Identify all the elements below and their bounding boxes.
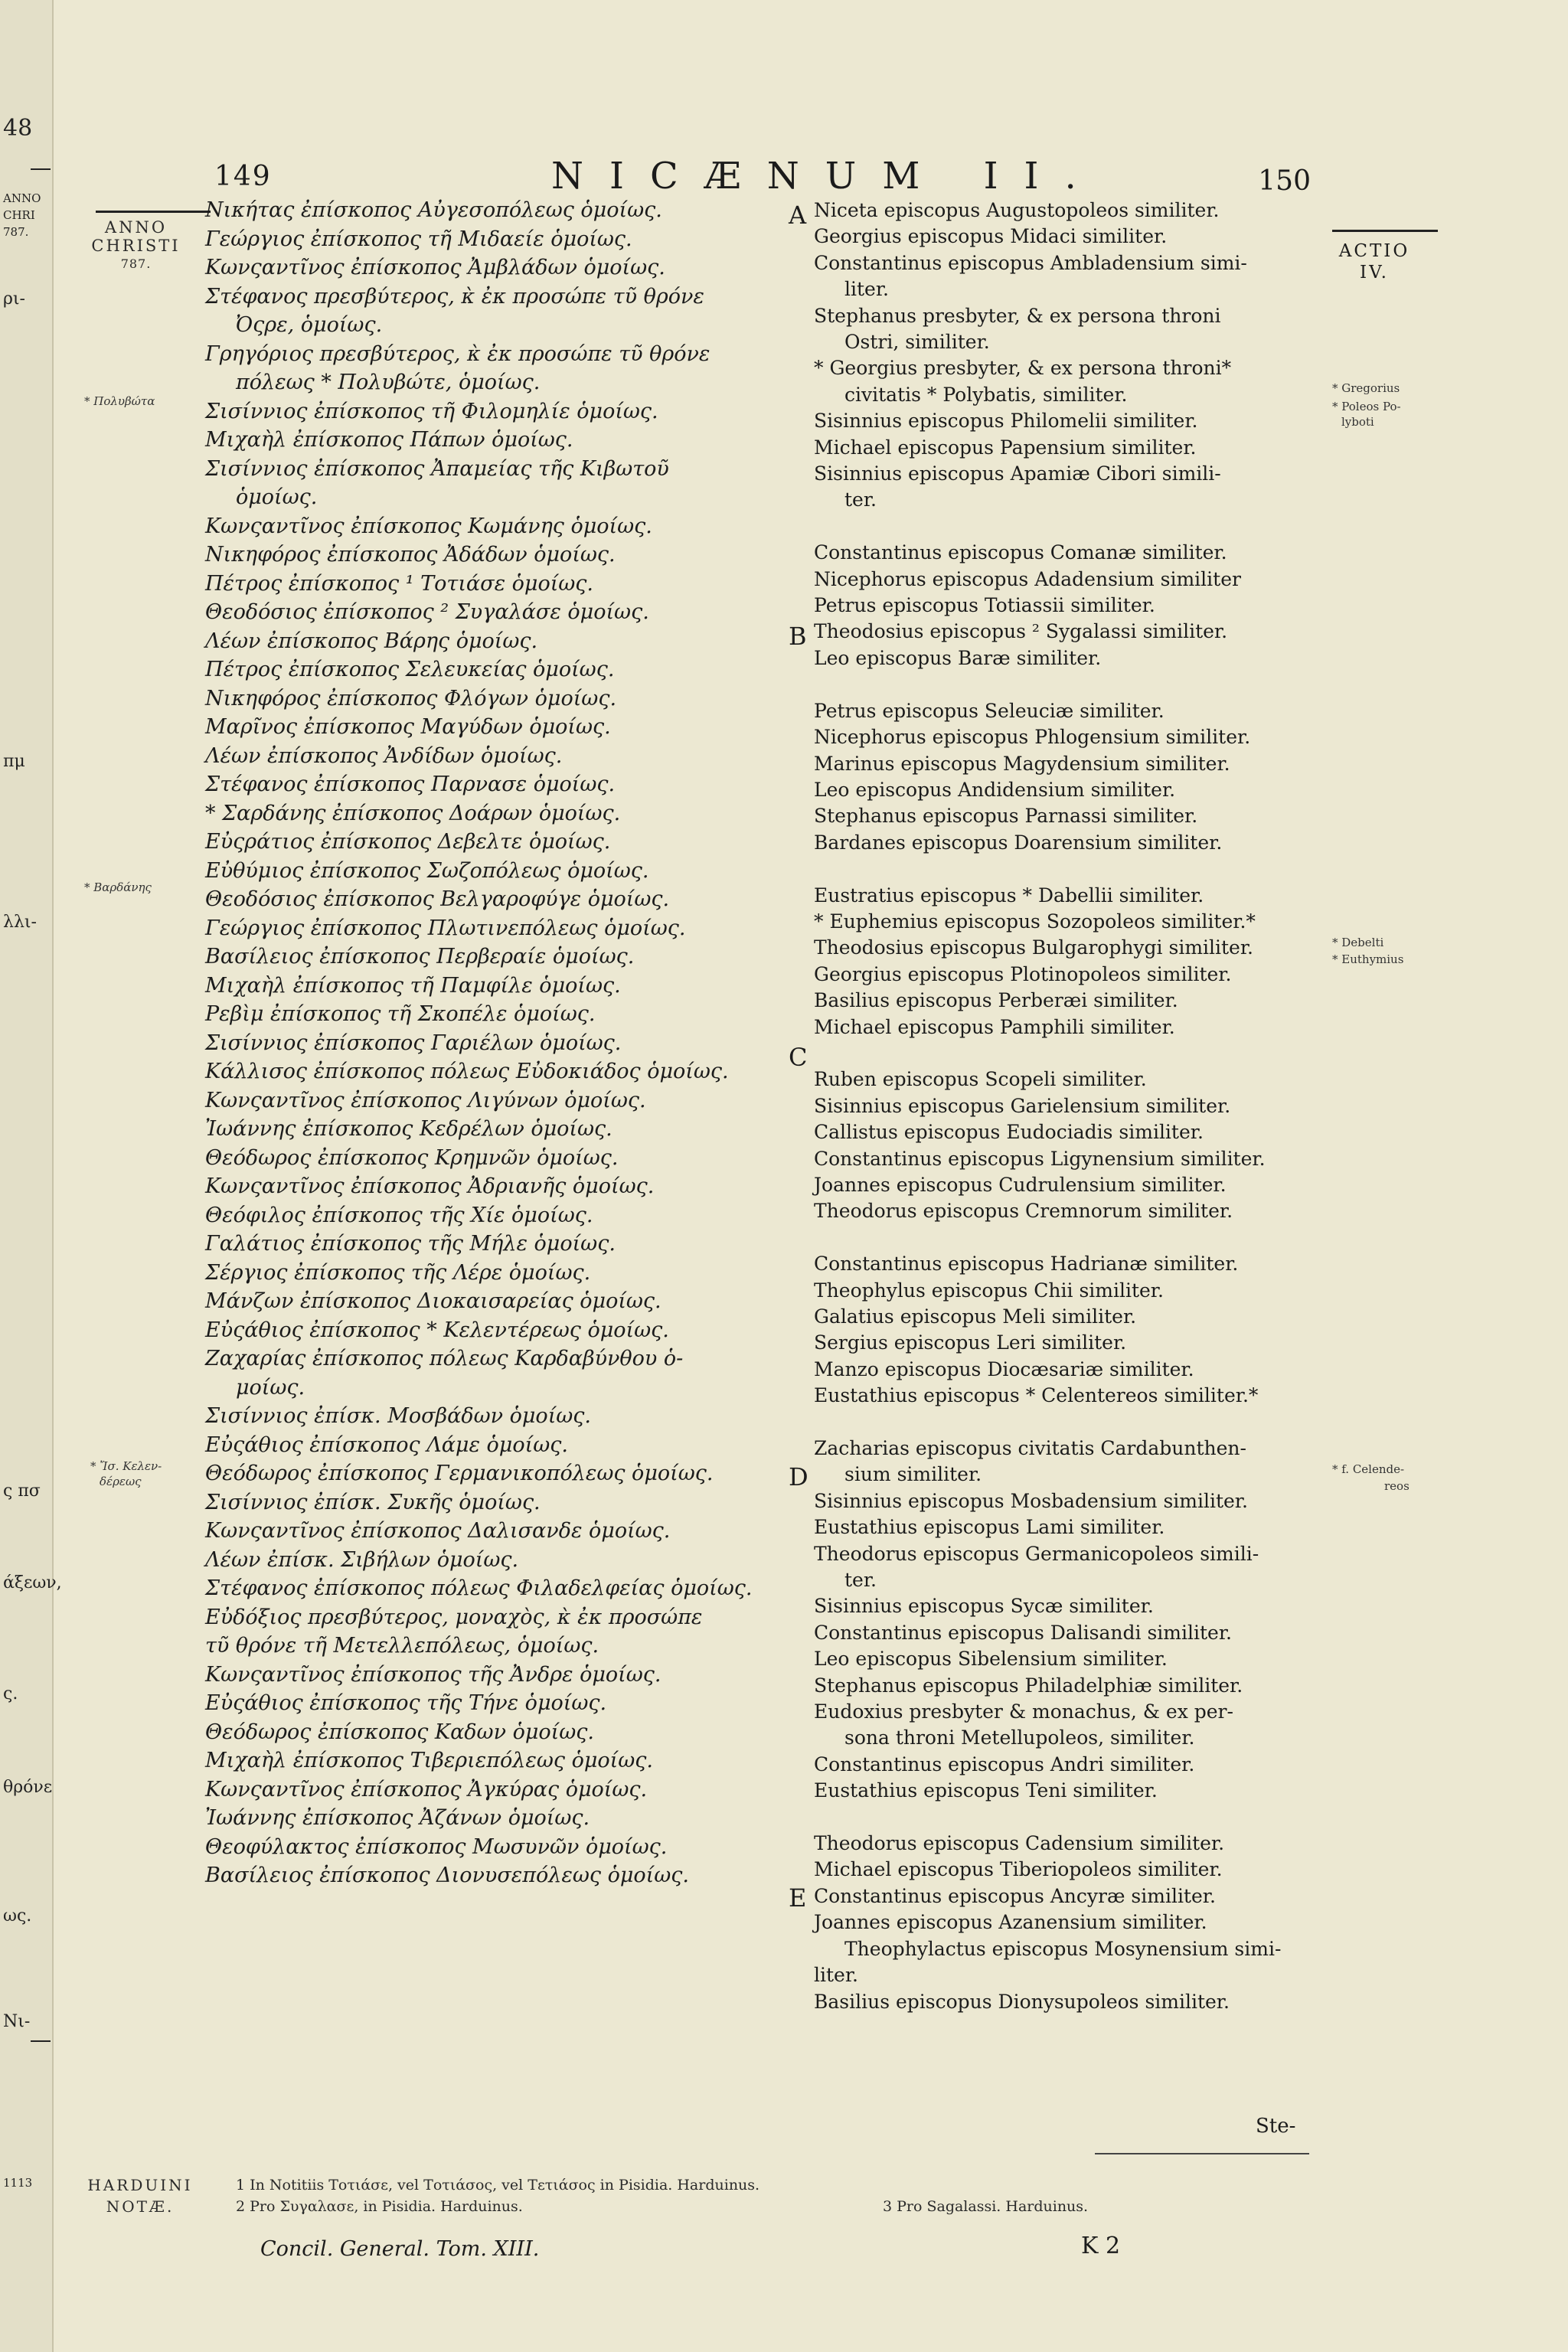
left-page-number: 149	[214, 161, 272, 192]
footnote: 1 In Notitiis Τοτιάσε, vel Τοτιάσος, vel Τετιάσος in Pisidia. Harduinus.	[236, 2177, 760, 2194]
margin-note: * Debelti	[1332, 936, 1384, 949]
greek-line: μοίως.	[236, 1375, 305, 1400]
latin-line: Sisinnius episcopus Philomelii similiter.	[814, 410, 1198, 433]
greek-line: Νικηφόρος ἐπίσκοπος Φλόγων ὁμοίως.	[205, 686, 617, 710]
greek-line: Νικηφόρος ἐπίσκοπος Ἀδάδων ὁμοίως.	[205, 543, 616, 567]
greek-line: Κωνςαντῖνος ἐπίσκοπος Δαλισανδε ὁμοίως.	[205, 1519, 671, 1543]
latin-line: Theodosius episcopus Bulgarophygi similiter.	[814, 936, 1253, 959]
greek-line: Γαλάτιος ἐπίσκοπος τῆς Μήλε ὁμοίως.	[205, 1232, 616, 1256]
margin-note: * Gregorius	[1332, 381, 1400, 395]
prev-page-number: 48	[3, 115, 33, 142]
prev-page-fragment: 787.	[3, 225, 29, 239]
prev-page-fragment: άξεων,	[3, 1573, 62, 1592]
latin-gap	[814, 1225, 1312, 1251]
margin-note: * Ἴσ. Κελεν-	[90, 1459, 162, 1473]
greek-line: Σισίννιος ἐπίσκοπος Γαριέλων ὁμοίως.	[205, 1031, 622, 1055]
latin-line: Basilius episcopus Dionysupoleos similiter.	[814, 1990, 1230, 2013]
greek-line: Πέτρος ἐπίσκοπος Σελευκείας ὁμοίως.	[205, 658, 615, 681]
greek-line: Κωνςαντῖνος ἐπίσκοπος Λιγύνων ὁμοίως.	[205, 1088, 646, 1112]
greek-line: Εὐςράτιος ἐπίσκοπος Δεβελτε ὁμοίως.	[205, 830, 611, 854]
prev-page-fragment: ς.	[3, 1684, 18, 1704]
footer-source: Concil. General. Tom. XIII.	[260, 2237, 540, 2261]
latin-line: Theodorus episcopus Cadensium similiter.	[814, 1832, 1225, 1855]
greek-line: Βασίλειος ἐπίσκοπος Διονυσεπόλεως ὁμοίως.	[205, 1864, 689, 1887]
greek-line: Εὐθύμιος ἐπίσκοπος Σωζοπόλεως ὁμοίως.	[205, 858, 649, 883]
latin-line: Niceta episcopus Augustopoleos similiter.	[814, 199, 1220, 221]
greek-line: Σισίννιος ἐπίσκ. Μοσβάδων ὁμοίως.	[205, 1404, 591, 1428]
greek-line: * Σαρδάνης ἐπίσκοπος Δοάρων ὁμοίως.	[205, 801, 621, 825]
greek-line: Εὐδόξιος πρεσβύτερος, μοναχὸς, κ̀ ἐκ προσώπε	[205, 1605, 703, 1629]
greek-line: Εὐςάθιος ἐπίσκοπος τῆς Τήνε ὁμοίως.	[205, 1691, 607, 1715]
section-letter: D	[789, 1462, 808, 1491]
latin-gap	[814, 514, 1312, 540]
latin-line: Sisinnius episcopus Apamiæ Cibori simili-	[814, 462, 1221, 485]
greek-line: Εὐςάθιος ἐπίσκοπος * Κελεντέρεως ὁμοίως.	[205, 1318, 669, 1342]
greek-line: Ἰωάννης ἐπίσκοπος Κεδρέλων ὁμοίως.	[205, 1117, 612, 1141]
latin-line: Constantinus episcopus Andri similiter.	[814, 1753, 1195, 1775]
greek-line: Ζαχαρίας ἐπίσκοπος πόλεως Καρδαβύνθου ὁ-	[205, 1347, 684, 1370]
greek-line: Μιχαὴλ ἐπίσκοπος Πάπων ὁμοίως.	[205, 428, 573, 452]
latin-line: Ostri, similiter.	[844, 331, 990, 354]
greek-line: Γεώργιος ἐπίσκοπος τῆ Μιδαείε ὁμοίως.	[205, 227, 632, 251]
greek-line: Κωνςαντῖνος ἐπίσκοπος Ἀμβλάδων ὁμοίως.	[205, 256, 665, 279]
latin-line: Eudoxius presbyter & monachus, & ex per-	[814, 1700, 1233, 1723]
latin-column	[814, 198, 1312, 2015]
latin-line: Petrus episcopus Totiassii similiter.	[814, 594, 1155, 617]
footnote-label-line: HARDUINI	[87, 2176, 193, 2194]
latin-line: Manzo episcopus Diocæsariæ similiter.	[814, 1357, 1194, 1380]
greek-line: Σισίννιος ἐπίσκοπος τῆ Φιλομηλίε ὁμοίως.	[205, 399, 658, 423]
year-value: 787.	[120, 256, 152, 271]
year-margin-note	[80, 218, 191, 273]
prev-page-fragment: πμ	[3, 752, 25, 771]
header-rule-left	[96, 211, 211, 213]
latin-line: liter.	[814, 1964, 858, 1987]
latin-line: civitatis * Polybatis, similiter.	[844, 383, 1128, 406]
section-letter: A	[789, 201, 807, 230]
greek-line: Θεοδόσιος ἐπίσκοπος ² Συγαλάσε ὁμοίως.	[205, 600, 649, 624]
margin-note: * Βαρδάνης	[84, 880, 152, 894]
greek-line: Κωνςαντῖνος ἐπίσκοπος τῆς Ἀνδρε ὁμοίως.	[205, 1662, 662, 1687]
greek-line: Μαρῖνος ἐπίσκοπος Μαγύδων ὁμοίως.	[205, 715, 611, 739]
header-rule-right	[1332, 230, 1438, 232]
latin-line: Marinus episcopus Magydensium similiter.	[814, 752, 1230, 775]
latin-line: Basilius episcopus Perberæi similiter.	[814, 989, 1178, 1012]
year-label: ANNO	[104, 218, 168, 237]
greek-line: Σισίννιος ἐπίσκοπος Ἀπαμείας τῆς Κιβωτοῦ	[205, 456, 669, 481]
bottom-rule	[1095, 2153, 1309, 2154]
greek-line: Λέων ἐπίσκοπος Βάρης ὁμοίως.	[205, 629, 538, 653]
latin-line: Theodosius episcopus ² Sygalassi similiter.	[814, 620, 1228, 643]
latin-line: Theophylus episcopus Chii similiter.	[814, 1279, 1164, 1302]
latin-line: Nicephorus episcopus Adadensium similiter	[814, 567, 1241, 590]
latin-line: Zacharias episcopus civitatis Cardabunthen-	[814, 1437, 1246, 1459]
latin-line: Theodorus episcopus Germanicopoleos simili-	[814, 1542, 1259, 1565]
actio-number: IV.	[1360, 263, 1389, 283]
latin-line: Stephanus presbyter, & ex persona throni	[814, 304, 1221, 327]
latin-line: Leo episcopus Baræ similiter.	[814, 646, 1102, 669]
year-label: CHRISTI	[91, 237, 181, 255]
latin-line: Michael episcopus Tiberiopoleos similiter.	[814, 1858, 1223, 1881]
greek-line: Ὀςρε, ὁμοίως.	[236, 313, 383, 337]
latin-line: Sergius episcopus Leri similiter.	[814, 1331, 1127, 1354]
prev-page-fragment: λλι-	[3, 913, 37, 932]
latin-line: Theodorus episcopus Cremnorum similiter.	[814, 1200, 1233, 1223]
margin-note: * Euthymius	[1332, 952, 1404, 966]
greek-line: Λέων ἐπίσκ. Σιβήλων ὁμοίως.	[205, 1547, 519, 1572]
latin-line: Constantinus episcopus Ligynensium similiter.	[814, 1147, 1266, 1170]
latin-line: Sisinnius episcopus Garielensium similiter.	[814, 1094, 1231, 1117]
latin-line: liter.	[844, 278, 889, 301]
prev-page-fragment: ANNO	[3, 191, 41, 205]
latin-line: Callistus episcopus Eudociadis similiter.	[814, 1121, 1204, 1144]
greek-line: Μιχαὴλ ἐπίσκοπος τῆ Παμφίλε ὁμοίως.	[205, 973, 621, 998]
latin-line: * Georgius presbyter, & ex persona throni*	[814, 357, 1232, 380]
latin-line: Michael episcopus Pamphili similiter.	[814, 1015, 1175, 1038]
prev-page-fragment: CHRI	[3, 208, 35, 222]
greek-line: Ρεβὶμ ἐπίσκοπος τῆ Σκοπέλε ὁμοίως.	[205, 1002, 596, 1026]
greek-line: Κωνςαντῖνος ἐπίσκοπος Ἀδριανῆς ὁμοίως.	[205, 1174, 655, 1198]
greek-line: Νικήτας ἐπίσκοπος Αὐγεσοπόλεως ὁμοίως.	[205, 198, 662, 222]
latin-line: Stephanus episcopus Philadelphiæ similiter.	[814, 1674, 1243, 1697]
greek-line: Θεοφύλακτος ἐπίσκοπος Μωσυνῶν ὁμοίως.	[205, 1834, 668, 1859]
latin-line: Petrus episcopus Seleuciæ similiter.	[814, 699, 1165, 722]
greek-line: Κωνςαντῖνος ἐπίσκοπος Ἀγκύρας ὁμοίως.	[205, 1777, 648, 1802]
latin-line: sona throni Metellupoleos, similiter.	[844, 1726, 1195, 1749]
greek-line: Γεώργιος ἐπίσκοπος Πλωτινεπόλεως ὁμοίως.	[205, 916, 686, 940]
margin-note: * f. Celende-	[1332, 1462, 1405, 1476]
greek-line: Στέφανος ἐπίσκοπος πόλεως Φιλαδελφείας ὁμοίως.	[205, 1576, 753, 1600]
latin-line: Georgius episcopus Plotinopoleos similiter.	[814, 962, 1232, 985]
margin-note: * Poleos Po-	[1332, 400, 1401, 413]
greek-column	[205, 196, 795, 1890]
section-letter: E	[789, 1883, 807, 1913]
page-title: NICÆNUM II.	[551, 155, 1102, 198]
latin-line: ter.	[844, 1569, 877, 1592]
greek-line: Κωνςαντῖνος ἐπίσκοπος Κωμάνης ὁμοίως.	[205, 514, 652, 538]
latin-line: Leo episcopus Sibelensium similiter.	[814, 1648, 1168, 1671]
latin-line: Ruben episcopus Scopeli similiter.	[814, 1068, 1147, 1091]
right-page-number: 150	[1258, 165, 1311, 197]
latin-line: Theophylactus episcopus Mosynensium simi-	[844, 1937, 1282, 1960]
actio-label	[1305, 240, 1443, 283]
latin-line: Eustathius episcopus * Celentereos similiter.*	[814, 1384, 1259, 1407]
greek-line: Εὐςάθιος ἐπίσκοπος Λάμε ὁμοίως.	[205, 1432, 568, 1457]
greek-line: Θεόδωρος ἐπίσκοπος Γερμανικοπόλεως ὁμοίως.	[205, 1462, 714, 1485]
greek-line: Μιχαὴλ ἐπίσκοπος Τιβεριεπόλεως ὁμοίως.	[205, 1749, 653, 1772]
previous-page-edge	[0, 0, 62, 2352]
footnote-label-line: NOTÆ.	[106, 2197, 175, 2216]
actio-title: ACTIO	[1338, 241, 1410, 261]
latin-line: Georgius episcopus Midaci similiter.	[814, 225, 1168, 248]
latin-line: Nicephorus episcopus Phlogensium similiter.	[814, 726, 1251, 749]
prev-page-fragment: Νι-	[3, 2012, 31, 2031]
latin-line: Constantinus episcopus Ambladensium simi-	[814, 251, 1247, 274]
greek-line: Θεόφιλος ἐπίσκοπος τῆς Χίε ὁμοίως.	[205, 1203, 593, 1227]
prev-page-fragment: ως.	[3, 1906, 32, 1926]
greek-line: Σέργιος ἐπίσκοπος τῆς Λέρε ὁμοίως.	[205, 1260, 591, 1285]
footnote-label	[87, 2174, 194, 2217]
latin-line: Constantinus episcopus Hadrianæ similiter.	[814, 1253, 1239, 1276]
latin-line: Leo episcopus Andidensium similiter.	[814, 778, 1176, 801]
latin-line: Eustathius episcopus Teni similiter.	[814, 1779, 1158, 1802]
latin-line: Constantinus episcopus Ancyræ similiter.	[814, 1884, 1216, 1907]
latin-line: sium similiter.	[844, 1463, 982, 1486]
greek-line: Λέων ἐπίσκοπος Ἀνδίδων ὁμοίως.	[205, 743, 563, 768]
latin-gap	[814, 1805, 1312, 1831]
greek-line: πόλεως * Πολυβώτε, ὁμοίως.	[236, 371, 541, 394]
latin-line: Constantinus episcopus Dalisandi similiter.	[814, 1621, 1232, 1644]
greek-line: Στέφανος πρεσβύτερος, κ̀ ἐκ προσώπε τῦ θρόνε	[205, 284, 704, 309]
latin-gap	[814, 671, 1312, 697]
signature-mark: K 2	[1081, 2233, 1121, 2259]
greek-line: τῦ θρόνε τῆ Μετελλεπόλεως, ὁμοίως.	[205, 1634, 599, 1658]
latin-line: * Euphemius episcopus Sozopoleos similiter.*	[814, 910, 1256, 933]
greek-line: Σισίννιος ἐπίσκ. Συκῆς ὁμοίως.	[205, 1490, 541, 1514]
margin-note: * Πολυβώτα	[84, 394, 155, 408]
latin-line: ter.	[844, 488, 877, 511]
greek-line: ὁμοίως.	[236, 485, 318, 509]
greek-line: Βασίλειος ἐπίσκοπος Περβεραίε ὁμοίως.	[205, 945, 635, 969]
footnote: 2 Pro Συγαλασε, in Pisidia. Harduinus.	[236, 2198, 523, 2215]
greek-line: Ἰωάννης ἐπίσκοπος Ἀζάνων ὁμοίως.	[205, 1806, 590, 1830]
section-letter: C	[789, 1043, 808, 1072]
prev-page-rule	[31, 2040, 51, 2042]
greek-line: Θεόδωρος ἐπίσκοπος Καδων ὁμοίως.	[205, 1720, 594, 1744]
prev-page-rule	[31, 168, 51, 170]
footnote: 3 Pro Sagalassi. Harduinus.	[883, 2198, 1089, 2215]
latin-line: Stephanus episcopus Parnassi similiter.	[814, 805, 1198, 828]
latin-gap	[814, 1040, 1312, 1067]
latin-gap	[814, 1410, 1312, 1436]
greek-line: Μάνζων ἐπίσκοπος Διοκαισαρείας ὁμοίως.	[205, 1289, 662, 1313]
latin-line: Sisinnius episcopus Mosbadensium similiter.	[814, 1489, 1248, 1512]
latin-line: Michael episcopus Papensium similiter.	[814, 436, 1197, 459]
prev-page-fragment: θρόνε	[3, 1778, 53, 1797]
latin-line: Sisinnius episcopus Sycæ similiter.	[814, 1595, 1154, 1618]
margin-note: reos	[1384, 1479, 1410, 1493]
latin-line: Bardanes episcopus Doarensium similiter.	[814, 831, 1223, 854]
greek-line: Πέτρος ἐπίσκοπος ¹ Τοτιάσε ὁμοίως.	[205, 571, 594, 596]
greek-line: Θεόδωρος ἐπίσκοπος Κρημνῶν ὁμοίως.	[205, 1145, 619, 1170]
greek-line: Κάλλισος ἐπίσκοπος πόλεως Εὐδοκιάδος ὁμοίως.	[205, 1060, 729, 1083]
prev-page-fragment: 1113	[3, 2176, 33, 2190]
latin-line: Galatius episcopus Meli similiter.	[814, 1305, 1137, 1328]
latin-line: Eustratius episcopus * Dabellii similiter.	[814, 884, 1204, 906]
latin-gap	[814, 856, 1312, 882]
section-letter: B	[789, 622, 807, 651]
latin-line: Constantinus episcopus Comanæ similiter.	[814, 541, 1227, 564]
prev-page-fragment: ρι-	[3, 289, 25, 309]
latin-line: Eustathius episcopus Lami similiter.	[814, 1516, 1165, 1539]
prev-page-fragment: ς πσ	[3, 1481, 41, 1501]
greek-line: Στέφανος ἐπίσκοπος Παρνασε ὁμοίως.	[205, 773, 616, 796]
latin-line: Joannes episcopus Cudrulensium similiter.	[814, 1173, 1227, 1196]
greek-line: Θεοδόσιος ἐπίσκοπος Βελγαροφύγε ὁμοίως.	[205, 887, 670, 911]
latin-line: Joannes episcopus Azanensium similiter.	[814, 1911, 1207, 1934]
margin-note: lyboti	[1341, 415, 1374, 429]
catchword: Ste-	[1256, 2115, 1296, 2138]
greek-line: Γρηγόριος πρεσβύτερος, κ̀ ἐκ προσώπε τῦ θρόνε	[205, 341, 710, 366]
margin-note: δέρεως	[100, 1475, 142, 1488]
